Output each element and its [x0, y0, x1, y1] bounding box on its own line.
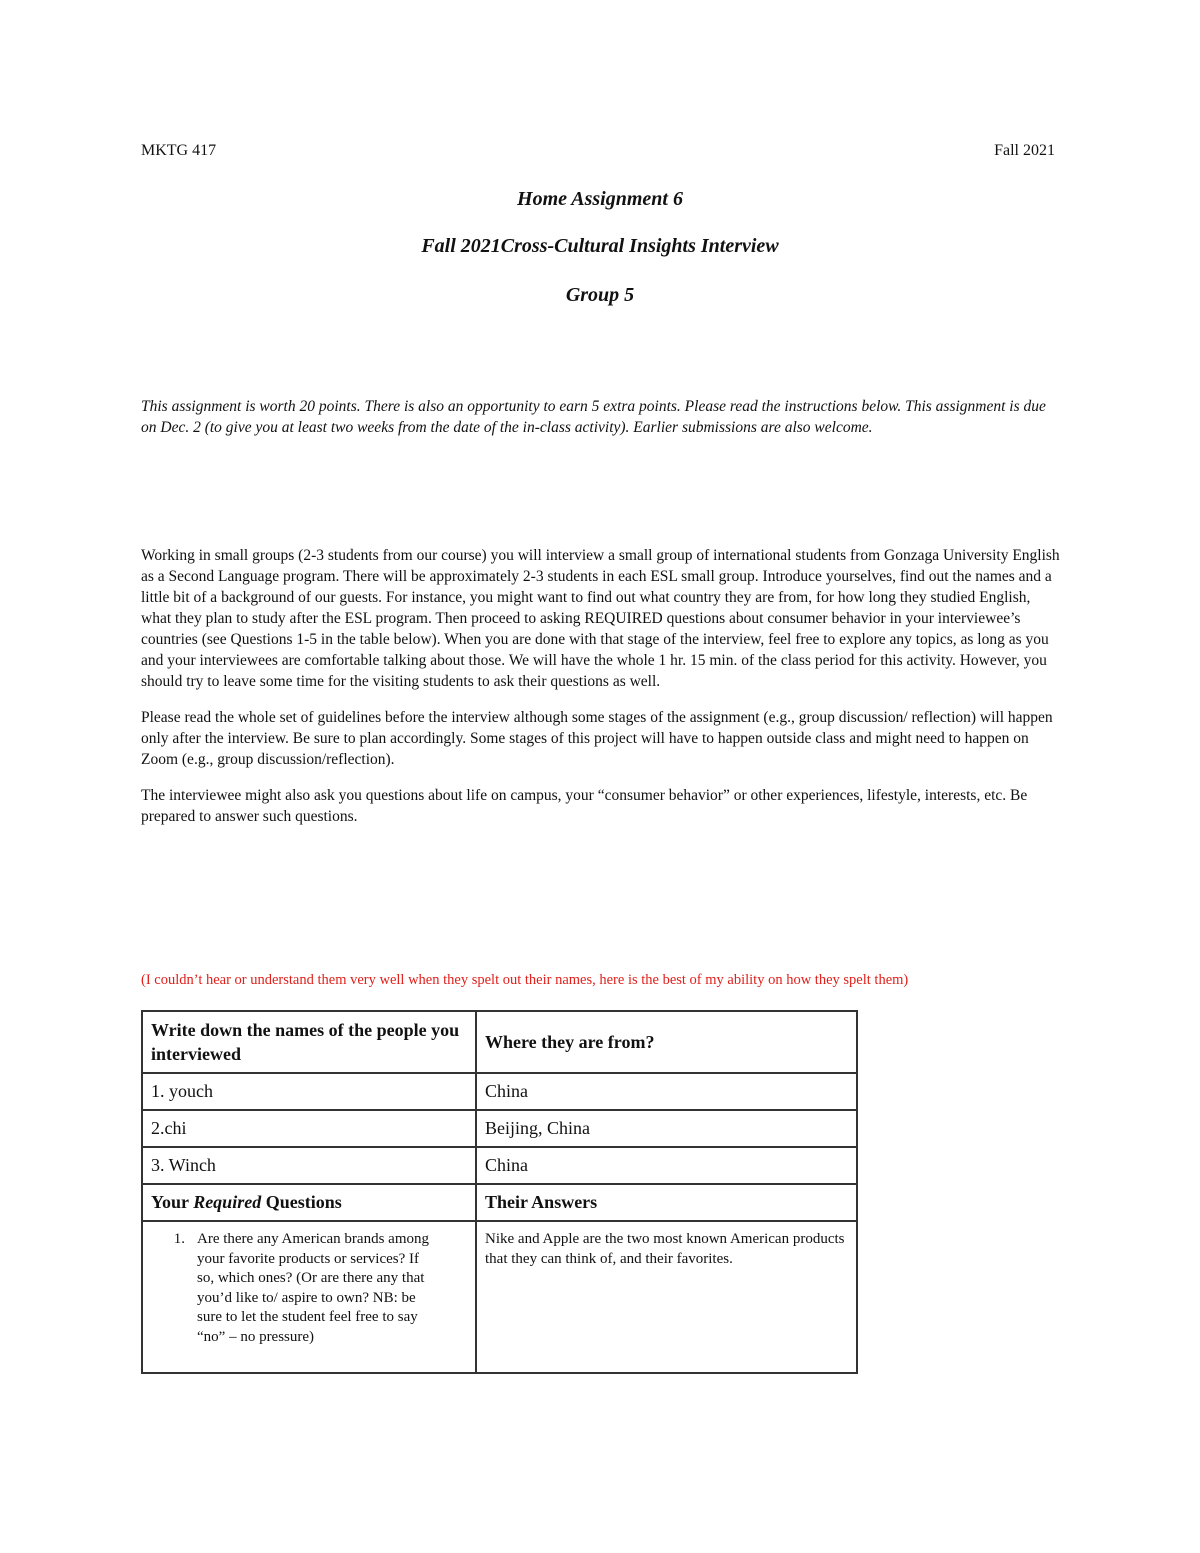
questions-header-prefix: Your — [151, 1192, 194, 1212]
questions-column-header — [142, 1184, 476, 1221]
questions-header-suffix: Questions — [261, 1192, 342, 1212]
interviewee-name: 3. Winch — [142, 1147, 476, 1184]
instructions-paragraph: Working in small groups (2-3 students from our course) you will interview a small group of international students from Gonzaga University English as a Second Language program. There will be approximately 2-3 students in each ESL small group. Introduce yourselves, find out the names and a little bit of a background of our guests. For instance, you might want to find out what country they are from, for how long they studied English, what they plan to study after the ESL program. Then proceed to asking REQUIRED questions about consumer behavior in your interviewee’s countries (see Questions 1-5 in the table below). When you are done with that stage of the interview, feel free to explore any topics, as long as you and your interviewees are comfortable talking about those. We will have the whole 1 hr. 15 min. of the class period for this activity. However, you should try to leave some time for the visiting students to ask their questions as well. — [141, 547, 1060, 690]
document-title: Home Assignment 6 — [517, 188, 683, 210]
question-text: Are there any American brands among your favorite products or services? If so, which ones? (Or are there any that you’d like to/ aspire to own? NB: be sure to let the student feel free to say “no” – no pressure) — [197, 1231, 429, 1345]
questions-header-row — [142, 1184, 857, 1221]
intro-paragraph: This assignment is worth 20 points. There is also an opportunity to earn 5 extra points. Please read the instructions below. This assignment is due on Dec. 2 (to give you at least two weeks from the date of the in-class activity). Earlier submissions are also welcome. — [141, 398, 1046, 436]
question-number: 1. — [173, 1231, 185, 1247]
names-column-header: Write down the names of the people you interviewed — [142, 1011, 476, 1073]
origin-column-header: Where they are from? — [476, 1011, 857, 1073]
interviewee-name: 2.chi — [142, 1110, 476, 1147]
interviewee-origin: Beijing, China — [476, 1110, 857, 1147]
instructions-paragraph: Please read the whole set of guidelines before the interview although some stages of the assignment (e.g., group discussion/ reflection) will happen only after the interview. Be sure to plan accordingly. Some stages of this project will have to happen outside class and might need to happen on Zoom (e.g., group discussion/reflection). — [141, 709, 1053, 768]
table-row — [142, 1073, 857, 1110]
table-row — [142, 1147, 857, 1184]
document-subtitle: Fall 2021Cross-Cultural Insights Interview — [421, 235, 779, 257]
instructions-paragraph: The interviewee might also ask you questions about life on campus, your “consumer behavior” or other experiences, lifestyle, interests, etc. Be prepared to answer such questions. — [141, 787, 1028, 825]
table-row — [142, 1221, 857, 1373]
course-code: MKTG 417 — [141, 142, 217, 159]
interviewee-origin: China — [476, 1073, 857, 1110]
questions-header-emphasis: Required — [193, 1192, 262, 1212]
question-cell — [142, 1221, 476, 1373]
name-spelling-note: (I couldn’t hear or understand them very well when they spelt out their names, here is the best of my ability on how they spelt them) — [141, 972, 909, 988]
answer-cell: Nike and Apple are the two most known American products that they can think of, and their favorites. — [476, 1221, 857, 1373]
interviewee-origin: China — [476, 1147, 857, 1184]
table-header-row — [142, 1011, 857, 1073]
group-label: Group 5 — [565, 284, 635, 306]
interview-table — [141, 1010, 858, 1374]
interviewee-name: 1. youch — [142, 1073, 476, 1110]
instructions-body — [141, 545, 1063, 842]
answers-column-header: Their Answers — [476, 1184, 857, 1221]
table-row — [142, 1110, 857, 1147]
term-label: Fall 2021 — [994, 142, 1055, 159]
